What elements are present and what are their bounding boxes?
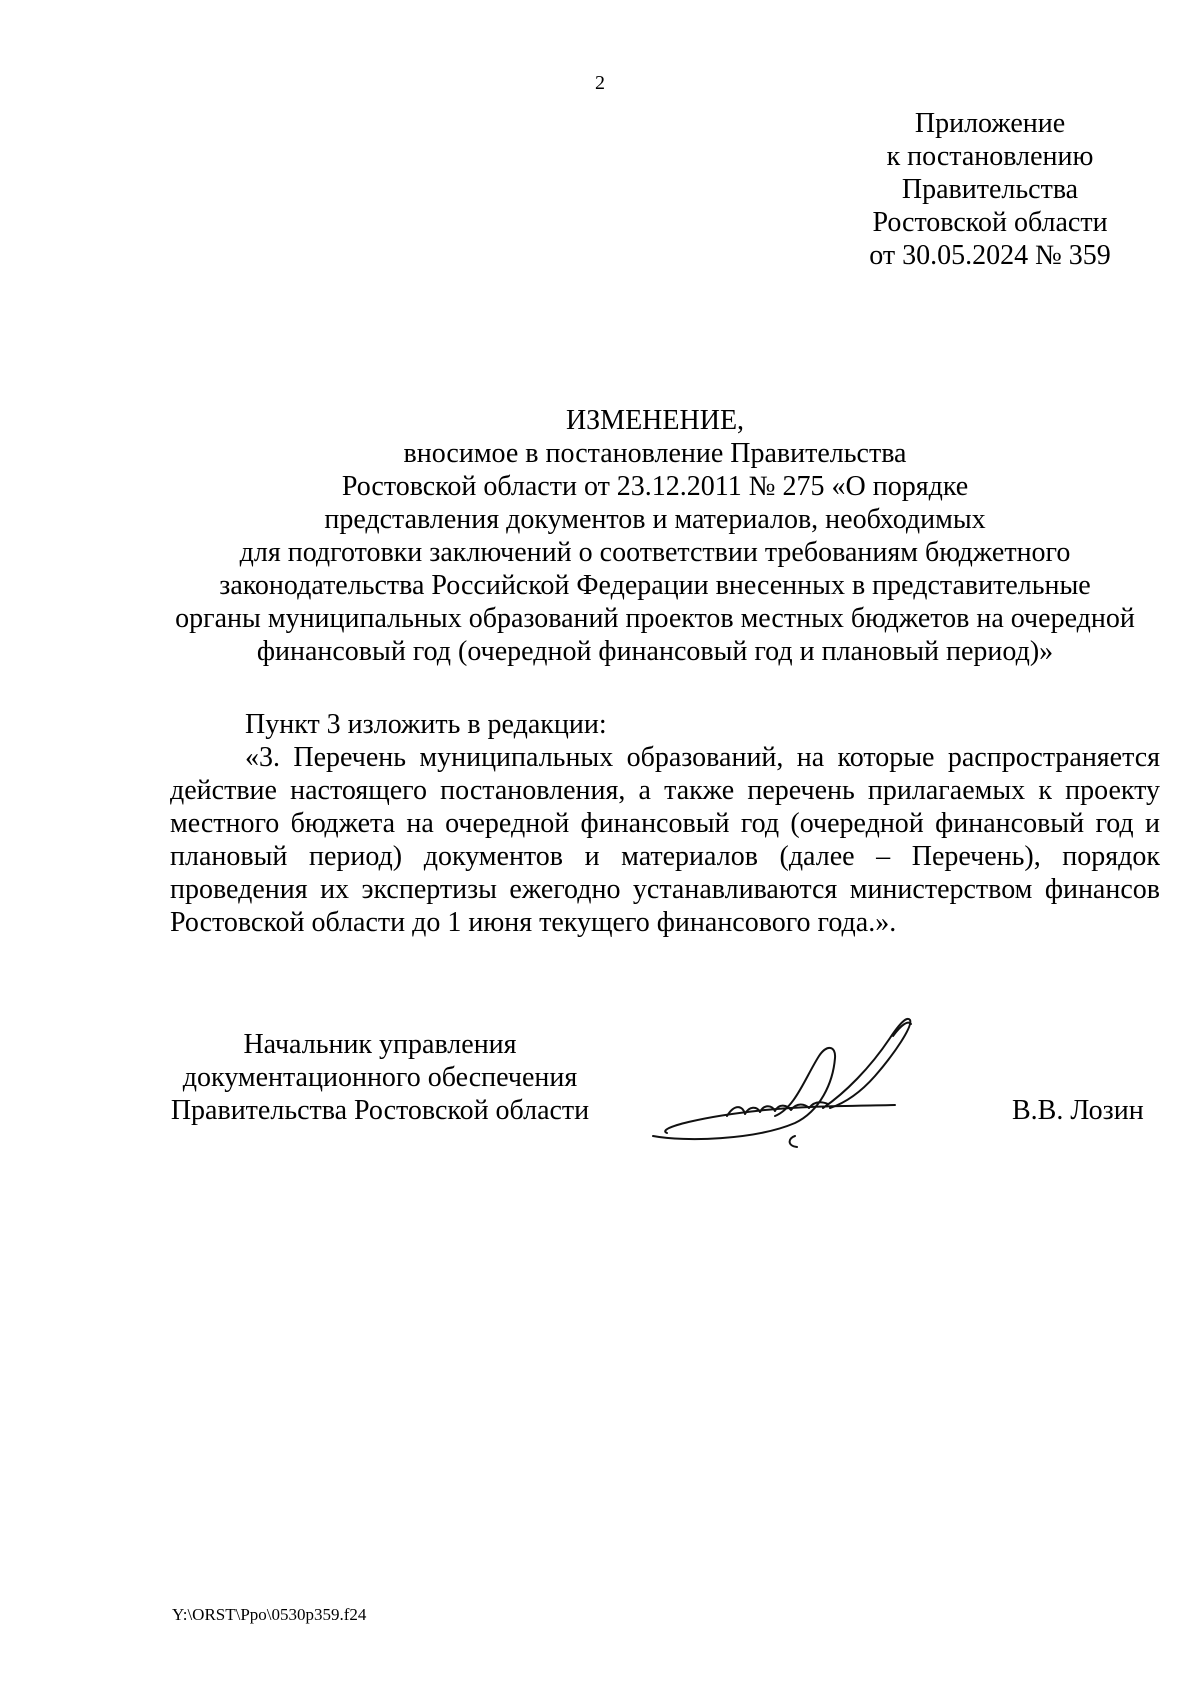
signatory-position — [170, 1028, 590, 1127]
title-line: для подготовки заключений о соответствии требованиям бюджетного — [239, 537, 1071, 568]
position-line: Начальник управления — [243, 1029, 517, 1060]
position-line: документационного обеспечения — [182, 1062, 578, 1093]
title-line: представления документов и материалов, необходимых — [324, 504, 986, 535]
file-path-footer: Y:\ORST\Ppo\0530p359.f24 — [172, 1605, 367, 1624]
signatory-name: В.В. Лозин — [1012, 1095, 1144, 1126]
appendix-line: от 30.05.2024 № 359 — [869, 240, 1111, 271]
position-line: Правительства Ростовской области — [170, 1095, 590, 1126]
body-text — [170, 708, 1160, 939]
body-paragraph: «3. Перечень муниципальных образований, на которые распространяется действие настоящего постановления, а также перечень прилагаемых к проекту местного бюджета на очередной финансовый год (очередной финансовый год и плановый период) документов и материалов (далее – Перечень), порядок проведения их экспертизы ежегодно устанавливаются министерством финансов Ростовской области до 1 июня текущего финансового года.». — [170, 742, 1160, 938]
title-heading: ИЗМЕНЕНИЕ, — [565, 405, 745, 436]
body-intro: Пункт 3 изложить в редакции: — [245, 709, 607, 740]
title-line: органы муниципальных образований проектов местных бюджетов на очередной — [175, 603, 1135, 634]
appendix-header — [820, 107, 1160, 272]
appendix-line: к постановлению — [886, 141, 1094, 172]
handwritten-signature — [645, 998, 985, 1148]
appendix-line: Ростовской области — [872, 207, 1108, 238]
title-line: законодательства Российской Федерации внесенных в представительные — [219, 570, 1091, 601]
page-number: 2 — [595, 72, 605, 94]
appendix-line: Правительства — [901, 174, 1079, 205]
title-line: финансовый год (очередной финансовый год и плановый период)» — [256, 636, 1054, 667]
document-title — [140, 404, 1170, 668]
appendix-line: Приложение — [914, 108, 1066, 139]
title-line: вносимое в постановление Правительства — [403, 438, 907, 469]
title-line: Ростовской области от 23.12.2011 № 275 «О порядке — [341, 471, 969, 502]
